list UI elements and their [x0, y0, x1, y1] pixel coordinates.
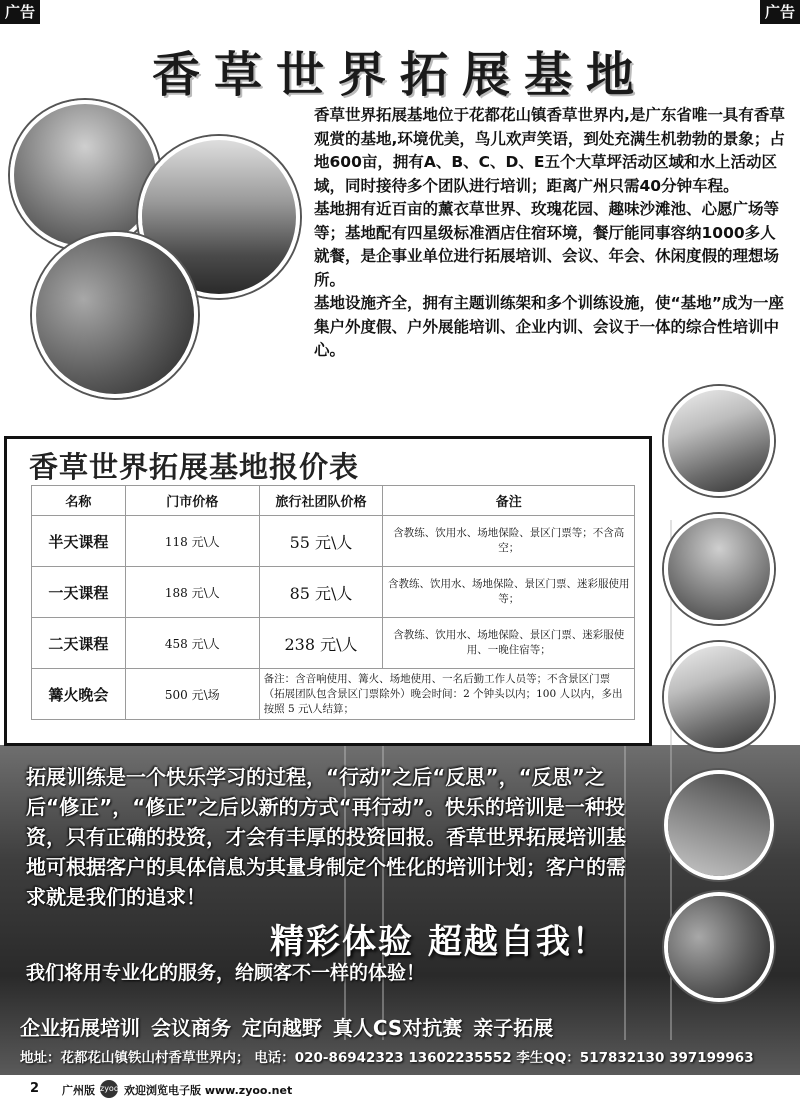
activity-photo-3: [664, 770, 774, 880]
activity-photo-1: [664, 386, 774, 496]
intro-text: [314, 104, 790, 363]
service-promise: 我们将用专业化的服务，给顾客不一样的体验！: [26, 962, 426, 984]
contact-address: 地址：花都花山镇铁山村香草世界内； 电话：020-86942323 13602235552 李生QQ：517832130 397199963: [20, 1050, 754, 1066]
team-photo-1: [10, 100, 160, 250]
row-name: 二天课程: [32, 618, 126, 669]
price-table: [31, 485, 635, 720]
table-row: [32, 567, 635, 618]
team-photo-3: [32, 232, 198, 398]
page-footer: [0, 1078, 800, 1100]
header-agency-price: 旅行社团队价格: [259, 486, 383, 516]
row-note: 含教练、饮用水、场地保险、景区门票、迷彩服使用、一晚住宿等；: [383, 618, 635, 669]
price-table-box: [4, 436, 652, 746]
activity-photo-2: [664, 514, 774, 624]
page-title: 香草世界拓展基地: [151, 47, 648, 103]
table-row: [32, 618, 635, 669]
row-door-price: 118 元\人: [125, 516, 259, 567]
header-door-price: 门市价格: [125, 486, 259, 516]
row-door-price: 500 元\场: [125, 669, 259, 720]
services-list: 企业拓展培训 会议商务 定向越野 真人CS对抗赛 亲子拓展: [20, 1016, 554, 1040]
intro-paragraph-2: 基地拥有近百亩的薰衣草世界、玫瑰花园、趣味沙滩池、心愿广场等等；基地配有四星级标准酒店住宿环境，餐厅能同事容纳1000多人就餐，是企事业单位进行拓展培训、会议、年会、休闲度假的理想场所。: [314, 200, 780, 289]
zyoo-logo-icon: zyoo: [100, 1080, 118, 1098]
table-row: [32, 669, 635, 720]
row-note: 含教练、饮用水、场地保险、景区门票、迷彩服使用等；: [383, 567, 635, 618]
header-name: 名称: [32, 486, 126, 516]
row-agency-price: 238 元\人: [259, 618, 383, 669]
table-row: [32, 516, 635, 567]
activity-photo-4: [664, 892, 774, 1002]
page-number: 2: [30, 1081, 40, 1096]
site-link[interactable]: 欢迎浏览电子版 www.zyoo.net: [124, 1084, 293, 1097]
intro-paragraph-3: 基地设施齐全，拥有主题训练架和多个训练设施，使“基地”成为一座集户外度假、户外展能培训、企业内训、会议于一体的综合性培训中心。: [314, 294, 784, 359]
price-table-header-row: [32, 486, 635, 516]
row-note: 含教练、饮用水、场地保险、景区门票等；不含高空；: [383, 516, 635, 567]
hotel-photo: [664, 642, 774, 752]
row-note: 备注：含音响使用、篝火、场地使用、一名后勤工作人员等；不含景区门票（拓展团队包含景区门票除外）晚会时间：2 个钟头以内；100 人以内，多出按照 5 元\人结算；: [259, 669, 634, 720]
ad-tag-right: 广告: [760, 0, 800, 24]
row-door-price: 188 元\人: [125, 567, 259, 618]
ad-tag-left: 广告: [0, 0, 40, 24]
slogan: 精彩体验 超越自我！: [270, 922, 608, 962]
intro-paragraph-1: 香草世界拓展基地位于花都花山镇香草世界内,是广东省唯一具有香草观赏的基地,环境优美，鸟儿欢声笑语，到处充满生机勃勃的景象；占地600亩，拥有A、B、C、D、E五个大草坪活动区域和水上活动区域，同时接待多个团队进行培训；距离广州只需40分钟车程。: [314, 106, 785, 195]
price-table-title: 香草世界拓展基地报价表: [29, 450, 360, 484]
row-agency-price: 55 元\人: [259, 516, 383, 567]
header-note: 备注: [383, 486, 635, 516]
row-door-price: 458 元\人: [125, 618, 259, 669]
row-name: 一天课程: [32, 567, 126, 618]
edition-label: 广州版: [62, 1084, 95, 1097]
motto-text: 拓展训练是一个快乐学习的过程，“行动”之后“反思”，“反思”之后“修正”，“修正”之后以新的方式“再行动”。快乐的培训是一种投资，只有正确的投资，才会有丰厚的投资回报。香草世界拓展培训基地可根据客户的具体信息为其量身制定个性化的培训计划；客户的需求就是我们的追求！: [26, 765, 626, 909]
row-name: 半天课程: [32, 516, 126, 567]
row-name: 篝火晚会: [32, 669, 126, 720]
row-agency-price: 85 元\人: [259, 567, 383, 618]
